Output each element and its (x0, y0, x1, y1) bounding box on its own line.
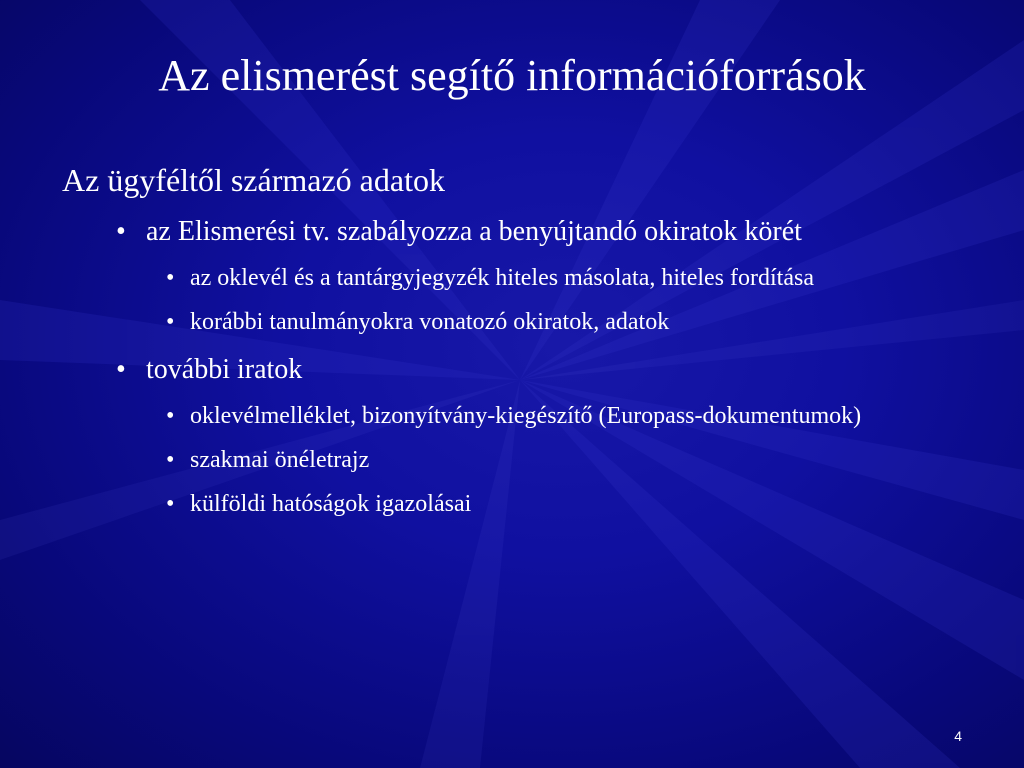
bullet-item (62, 352, 982, 388)
sub-bullet-text: oklevélmelléklet, bizonyítvány-kiegészítő (Europass-dokumentumok) (190, 403, 862, 429)
bullet-item (62, 214, 982, 250)
sub-bullet-item (62, 262, 982, 294)
bullet-icon: • (116, 354, 126, 385)
slide-content (62, 160, 982, 520)
page-number: 4 (954, 728, 962, 744)
bullet-icon: • (166, 265, 175, 291)
sub-bullet-item (62, 444, 982, 476)
bullet-icon: • (166, 403, 175, 429)
bullet-icon: • (166, 447, 175, 473)
bullet-icon: • (166, 491, 175, 517)
sub-bullet-text: szakmai önéletrajz (190, 447, 370, 473)
bullet-icon: • (166, 309, 175, 335)
sub-bullet-text: az oklevél és a tantárgyjegyzék hiteles másolata, hiteles fordítása (190, 265, 814, 291)
sub-bullet-item (62, 488, 982, 520)
bullet-text: további iratok (146, 354, 303, 385)
sub-bullet-item (62, 306, 982, 338)
bullet-text: az Elismerési tv. szabályozza a benyújtandó okiratok körét (146, 216, 802, 247)
slide-title: Az elismerést segítő információforrások (158, 51, 866, 100)
sub-bullet-item (62, 400, 982, 432)
bullet-icon: • (116, 216, 126, 247)
section-heading: Az ügyféltől származó adatok (62, 162, 445, 198)
sub-bullet-text: korábbi tanulmányokra vonatozó okiratok, adatok (190, 309, 670, 335)
sub-bullet-text: külföldi hatóságok igazolásai (190, 491, 472, 517)
